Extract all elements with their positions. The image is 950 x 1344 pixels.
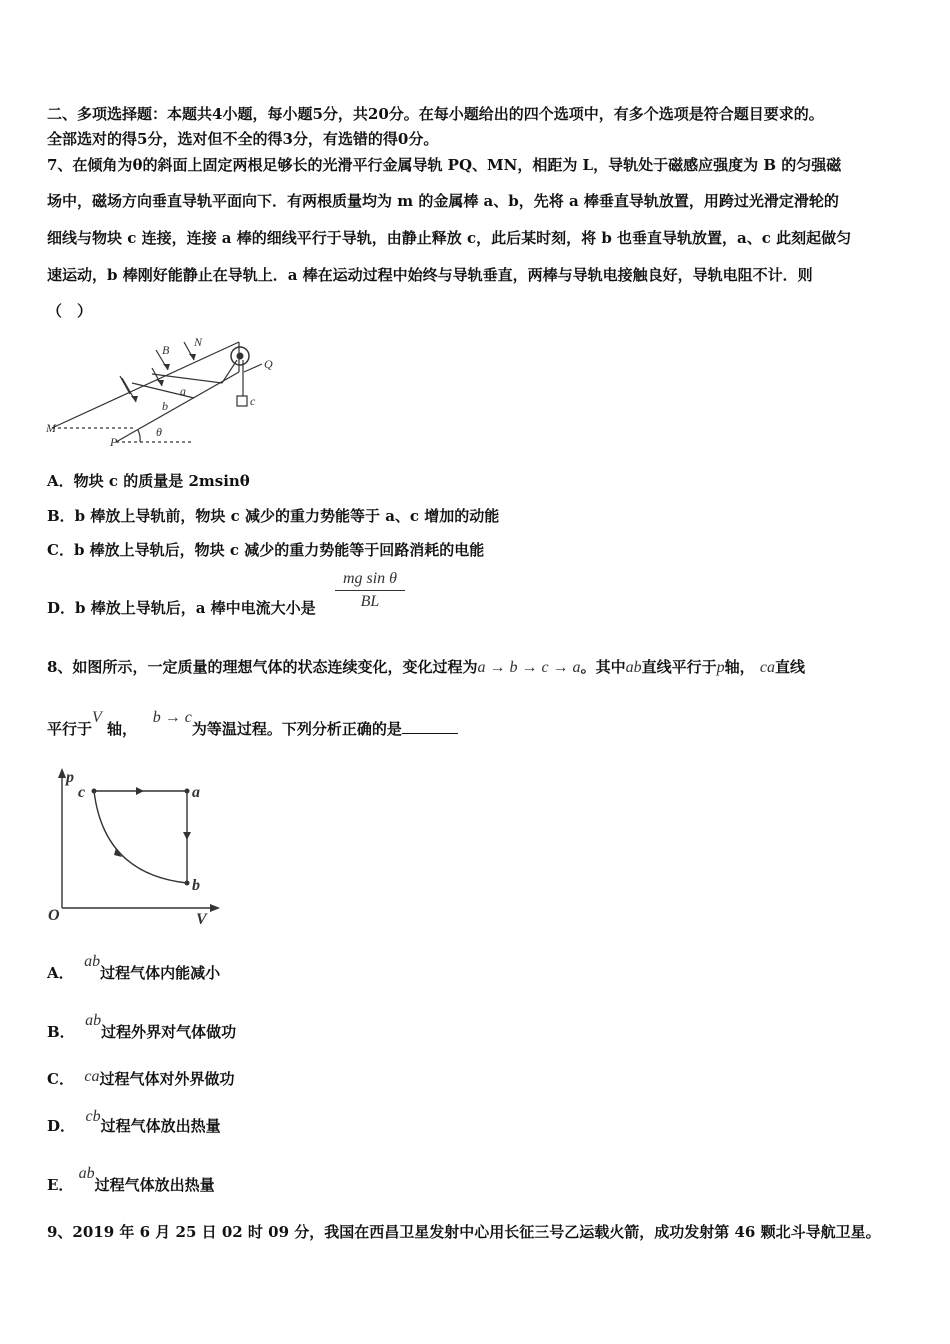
- option-text: 过程气体内能减小: [100, 964, 221, 982]
- q8-intro: 8、如图所示，一定质量的理想气体的状态连续变化，变化过程为: [47, 658, 478, 676]
- q8-option-d: [47, 1108, 221, 1136]
- q7-label-M: M: [46, 421, 56, 435]
- q8-point-c: c: [78, 784, 86, 801]
- option-letter: E．: [47, 1176, 74, 1194]
- q7-option-a: A．物块 c 的质量是 2msinθ: [47, 472, 250, 490]
- q8-line1: [47, 656, 805, 677]
- q7-formula-denominator: BL: [360, 593, 380, 610]
- q8-option-b: [47, 1012, 237, 1042]
- option-symbol: ab: [85, 1012, 102, 1029]
- q8-point-b: b: [192, 877, 200, 894]
- q7-paren: （ ）: [47, 302, 93, 320]
- q7-line4: 速运动，b 棒刚好能静止在导轨上．a 棒在运动过程中始终与导轨垂直，两棒与导轨电接触良好，导轨电阻不计．则: [47, 266, 813, 284]
- q7-label-b: b: [162, 399, 168, 413]
- q7-option-b: B．b 棒放上导轨前，物块 c 减少的重力势能等于 a、c 增加的动能: [47, 507, 500, 525]
- q7-label-B: B: [162, 343, 170, 357]
- q8-origin: O: [48, 907, 60, 924]
- option-letter: D．: [47, 1117, 76, 1135]
- q8-mid1: 。其中: [580, 658, 626, 676]
- q7-formula-numerator: mg sin θ: [335, 570, 405, 591]
- q8-axis-V: V: [196, 911, 207, 928]
- option-text: 过程外界对气体做功: [101, 1023, 237, 1041]
- option-symbol: ab: [84, 953, 101, 970]
- q7-label-c: c: [250, 394, 256, 408]
- q7-option-c: C．b 棒放上导轨后，物块 c 减少的重力势能等于回路消耗的电能: [47, 541, 485, 559]
- q7-line1: 7、在倾角为θ的斜面上固定两根足够长的光滑平行金属导轨 PQ、MN，相距为 L，导轨处于磁感应强度为 B 的匀强磁: [47, 156, 842, 174]
- option-text: 过程气体放出热量: [100, 1117, 221, 1135]
- option-text: 过程气体对外界做功: [99, 1070, 235, 1088]
- q8-mid3: 轴，: [724, 658, 755, 676]
- q8-line2-mid: 轴，: [107, 720, 138, 738]
- q8-option-e: [47, 1165, 215, 1195]
- q8-ab: ab: [625, 659, 642, 676]
- q7-label-N: N: [194, 338, 203, 349]
- q8-ca: ca: [759, 659, 775, 676]
- q7-line2: 场中，磁场方向垂直导轨平面向下．有两根质量均为 m 的金属棒 a、b，先将 a 棒垂直导轨放置，用跨过光滑定滑轮的: [47, 192, 839, 210]
- option-letter: A．: [47, 964, 74, 982]
- q7-label-P: P: [110, 435, 118, 449]
- q8-point-a: a: [192, 784, 200, 801]
- q8-line2-start: 平行于: [47, 720, 93, 738]
- q7-formula: [335, 570, 405, 611]
- q7-option-d: D．b 棒放上导轨后，a 棒中电流大小是: [47, 599, 316, 617]
- q8-p: p: [716, 659, 725, 676]
- q8-option-a: [47, 953, 221, 983]
- section-heading-line1: 二、多项选择题：本题共4小题，每小题5分，共20分。在每小题给出的四个选项中，有多个选项是符合题目要求的。: [47, 105, 824, 123]
- q7-rails-figure: [44, 338, 284, 450]
- option-letter: C．: [47, 1070, 74, 1088]
- answer-blank[interactable]: [402, 719, 458, 734]
- option-symbol: ca: [84, 1068, 100, 1085]
- q8-option-c: [47, 1068, 235, 1089]
- option-symbol: ab: [78, 1165, 95, 1182]
- q8-mid4: 直线: [774, 658, 805, 676]
- q9-line1: 9、2019 年 6 月 25 日 02 时 09 分，我国在西昌卫星发射中心用长征三号乙运载火箭，成功发射第 46 颗北斗导航卫星。: [47, 1223, 881, 1241]
- section-heading-line2: 全部选对的得5分，选对但不全的得3分，有选错的得0分。: [47, 130, 439, 148]
- q8-process: a → b → c → a: [477, 659, 581, 676]
- q7-label-Q: Q: [264, 357, 273, 371]
- q8-axis-p: p: [66, 769, 74, 786]
- q7-label-a: a: [180, 384, 186, 398]
- q8-pv-diagram: [44, 766, 224, 928]
- q7-label-theta: θ: [156, 425, 162, 439]
- q8-mid2: 直线平行于: [641, 658, 717, 676]
- q8-line2-end: 为等温过程。下列分析正确的是: [191, 720, 402, 738]
- q7-line3: 细线与物块 c 连接，连接 a 棒的细线平行于导轨，由静止释放 c，此后某时刻，将 b 也垂直导轨放置，a、c 此刻起做匀: [47, 229, 852, 247]
- option-letter: B．: [47, 1023, 75, 1041]
- q8-V: V: [92, 709, 102, 726]
- option-symbol: cb: [85, 1108, 101, 1125]
- q8-bc: b → c: [152, 709, 192, 726]
- option-text: 过程气体放出热量: [94, 1176, 215, 1194]
- q8-line2: [47, 709, 458, 739]
